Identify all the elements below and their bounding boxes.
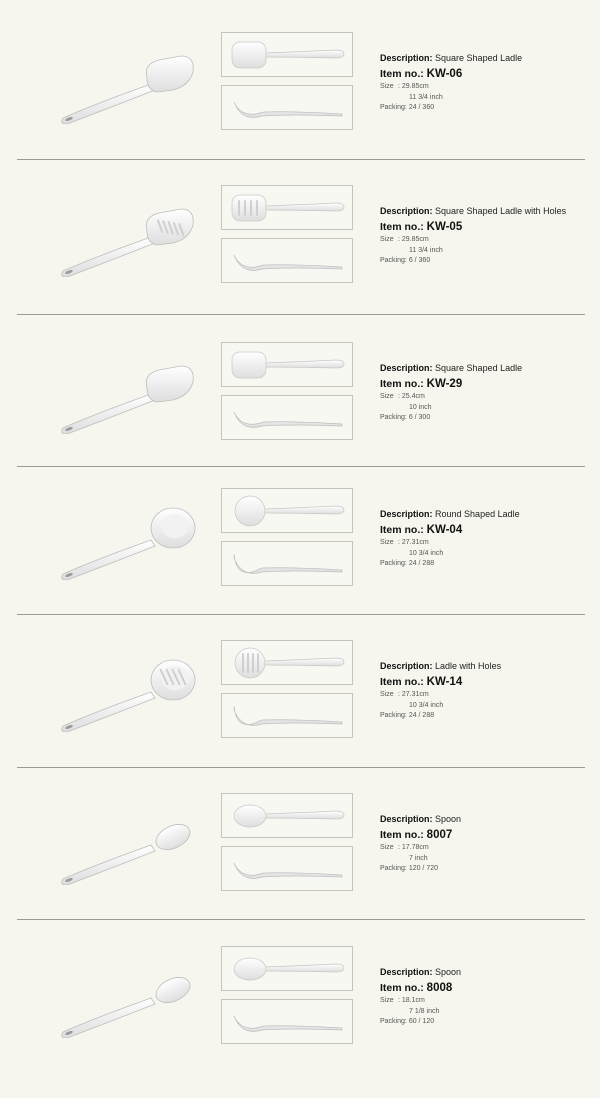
- packing-label: Packing:: [380, 414, 407, 421]
- round-ladle-icon: [55, 500, 205, 580]
- item-no-label: Item no.:: [380, 378, 424, 390]
- description-value: Square Shaped Ladle: [435, 53, 523, 63]
- description-label: Description:: [380, 661, 433, 671]
- packing-label: Packing:: [380, 104, 407, 111]
- size-cm: : 17.78cm: [398, 844, 429, 851]
- product-entry: [0, 488, 600, 640]
- description-value: Square Shaped Ladle with Holes: [435, 206, 567, 216]
- section-divider: [17, 614, 585, 615]
- packing-label: Packing:: [380, 257, 407, 264]
- description-line: [380, 205, 595, 217]
- square-ladle-icon: [55, 44, 205, 124]
- packing-value: 24 / 288: [408, 712, 435, 719]
- item-number-line: [380, 675, 595, 690]
- side-view-thumbnail: [221, 999, 353, 1044]
- item-number: KW-05: [426, 221, 463, 233]
- packing-value: 120 / 720: [408, 865, 439, 872]
- spoon-icon: [55, 958, 205, 1038]
- size-inch: 10 inch: [409, 403, 432, 411]
- description-line: [380, 362, 595, 374]
- size-inch-line: [380, 1007, 595, 1018]
- product-info: [380, 966, 595, 1028]
- section-divider: [17, 159, 585, 160]
- size-inch-line: [380, 701, 595, 712]
- packing-line: [380, 864, 595, 875]
- packing-value: 24 / 288: [408, 560, 435, 567]
- description-label: Description:: [380, 967, 433, 977]
- size-inch: 7 1/8 inch: [409, 1007, 440, 1015]
- packing-value: 6 / 360: [408, 257, 431, 264]
- packing-label: Packing:: [380, 712, 407, 719]
- packing-line: [380, 559, 595, 570]
- side-view-thumbnail: [221, 238, 353, 283]
- item-no-label: Item no.:: [380, 68, 424, 80]
- description-line: [380, 508, 595, 520]
- description-label: Description:: [380, 509, 433, 519]
- packing-value: 24 / 360: [408, 104, 435, 111]
- packing-label: Packing:: [380, 560, 407, 567]
- size-cm: : 29.85cm: [398, 83, 429, 90]
- top-view-thumbnail: [221, 640, 353, 685]
- size-inch: 11 3/4 inch: [409, 246, 443, 254]
- size-inch-line: [380, 93, 595, 104]
- side-view-thumbnail: [221, 85, 353, 130]
- item-number-line: [380, 828, 595, 843]
- size-label: Size: [380, 844, 394, 851]
- section-divider: [17, 767, 585, 768]
- item-no-label: Item no.:: [380, 982, 424, 994]
- size-inch-line: [380, 854, 595, 865]
- item-number-line: [380, 67, 595, 82]
- slotted-round-ladle-icon: [55, 652, 205, 732]
- description-label: Description:: [380, 53, 433, 63]
- section-divider: [17, 466, 585, 467]
- item-number-line: [380, 377, 595, 392]
- top-view-thumbnail: [221, 342, 353, 387]
- size-inch-line: [380, 549, 595, 560]
- size-inch: 10 3/4 inch: [409, 549, 444, 557]
- product-info: [380, 660, 595, 722]
- packing-line: [380, 711, 595, 722]
- top-view-thumbnail: [221, 793, 353, 838]
- item-number-line: [380, 523, 595, 538]
- size-cm-line: [380, 690, 595, 701]
- size-cm-line: [380, 235, 595, 246]
- side-view-thumbnail: [221, 693, 353, 738]
- size-label: Size: [380, 539, 394, 546]
- packing-label: Packing:: [380, 865, 407, 872]
- size-label: Size: [380, 691, 394, 698]
- product-info: [380, 508, 595, 570]
- size-label: Size: [380, 83, 394, 90]
- size-inch-line: [380, 403, 595, 414]
- size-cm: : 27.31cm: [398, 691, 429, 698]
- size-inch-line: [380, 246, 595, 257]
- description-line: [380, 660, 595, 672]
- description-line: [380, 966, 595, 978]
- size-cm-line: [380, 996, 595, 1007]
- description-label: Description:: [380, 814, 433, 824]
- product-entry: [0, 793, 600, 945]
- top-view-thumbnail: [221, 185, 353, 230]
- item-number: KW-04: [426, 524, 463, 536]
- top-view-thumbnail: [221, 32, 353, 77]
- size-inch: 7 inch: [409, 854, 428, 862]
- size-cm: : 25.4cm: [398, 393, 425, 400]
- description-label: Description:: [380, 363, 433, 373]
- side-view-thumbnail: [221, 541, 353, 586]
- product-info: [380, 52, 595, 114]
- item-number: 8007: [426, 829, 453, 841]
- description-value: Round Shaped Ladle: [435, 509, 520, 519]
- item-no-label: Item no.:: [380, 221, 424, 233]
- product-entry: [0, 342, 600, 494]
- description-value: Spoon: [435, 967, 462, 977]
- size-cm: : 29.85cm: [398, 236, 429, 243]
- size-label: Size: [380, 997, 394, 1004]
- product-info: [380, 205, 595, 267]
- top-view-thumbnail: [221, 488, 353, 533]
- item-number-line: [380, 220, 595, 235]
- section-divider: [17, 919, 585, 920]
- description-value: Square Shaped Ladle: [435, 363, 523, 373]
- description-line: [380, 813, 595, 825]
- spoon-icon: [55, 805, 205, 885]
- size-inch: 11 3/4 inch: [409, 93, 443, 101]
- size-cm-line: [380, 843, 595, 854]
- product-entry: [0, 32, 600, 184]
- size-cm-line: [380, 392, 595, 403]
- product-info: [380, 362, 595, 424]
- packing-value: 6 / 300: [408, 414, 431, 421]
- item-number: 8008: [426, 982, 453, 994]
- description-line: [380, 52, 595, 64]
- slotted-square-ladle-icon: [55, 197, 205, 277]
- description-label: Description:: [380, 206, 433, 216]
- product-info: [380, 813, 595, 875]
- description-value: Spoon: [435, 814, 462, 824]
- size-cm: : 18.1cm: [398, 997, 425, 1004]
- packing-line: [380, 256, 595, 267]
- side-view-thumbnail: [221, 395, 353, 440]
- product-entry: [0, 946, 600, 1098]
- size-cm-line: [380, 538, 595, 549]
- size-label: Size: [380, 236, 394, 243]
- item-no-label: Item no.:: [380, 829, 424, 841]
- item-number: KW-14: [426, 676, 463, 688]
- packing-line: [380, 1017, 595, 1028]
- side-view-thumbnail: [221, 846, 353, 891]
- size-cm-line: [380, 82, 595, 93]
- item-number-line: [380, 981, 595, 996]
- square-ladle-icon: [55, 354, 205, 434]
- item-no-label: Item no.:: [380, 524, 424, 536]
- item-number: KW-29: [426, 378, 463, 390]
- packing-value: 60 / 120: [408, 1018, 435, 1025]
- item-no-label: Item no.:: [380, 676, 424, 688]
- packing-line: [380, 103, 595, 114]
- packing-label: Packing:: [380, 1018, 407, 1025]
- packing-line: [380, 413, 595, 424]
- top-view-thumbnail: [221, 946, 353, 991]
- section-divider: [17, 314, 585, 315]
- size-label: Size: [380, 393, 394, 400]
- item-number: KW-06: [426, 68, 463, 80]
- size-inch: 10 3/4 inch: [409, 701, 444, 709]
- description-value: Ladle with Holes: [435, 661, 502, 671]
- size-cm: : 27.31cm: [398, 539, 429, 546]
- product-entry: [0, 640, 600, 792]
